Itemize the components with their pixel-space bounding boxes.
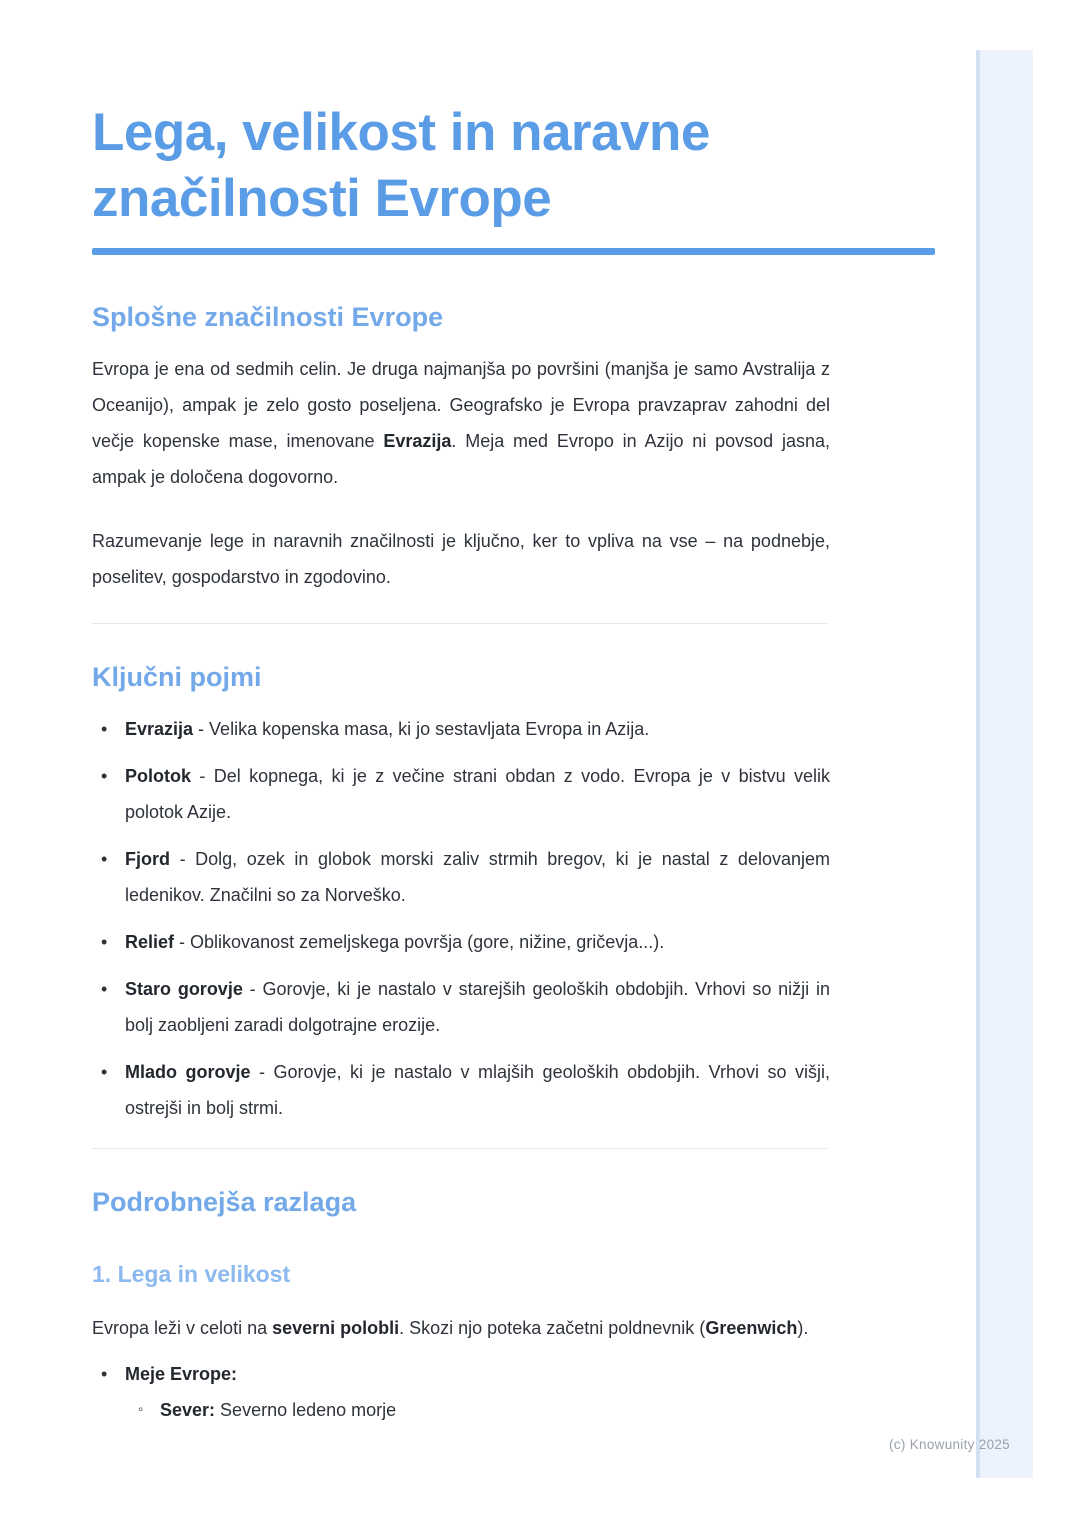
list-item (92, 841, 830, 913)
bullet-marker (101, 971, 107, 1007)
subsection-heading-lega: 1. Lega in velikost (92, 1261, 291, 1287)
section-heading-general: Splošne značilnosti Evrope (92, 302, 444, 332)
page-title (92, 100, 830, 232)
paragraph-text: Evropa je ena od sedmih celin. Je druga najmanjša po površini (manjša je samo Avstralija z Oceanijo), ampak je zelo gosto poseljena. Geografsko je Evropa pravzaprav zahodni del večje kopenske mase, imenovane (92, 359, 830, 451)
term-label: Fjord (125, 849, 170, 869)
page-edge-stripe (976, 50, 1033, 1478)
term-label: Evrazija (125, 719, 194, 739)
bold-term-evrazija: Evrazija (383, 431, 452, 451)
page-title-line1: Lega, velikost in naravne (92, 103, 710, 162)
term-label: Mlado gorovje (125, 1062, 251, 1082)
bullet-marker (101, 711, 107, 747)
term-separator: - (242, 979, 263, 999)
term-label: Polotok (125, 766, 191, 786)
list-item (92, 1356, 830, 1428)
paragraph-text: ). (797, 1318, 809, 1338)
term-label: Staro gorovje (125, 979, 243, 999)
list-item (92, 1054, 830, 1126)
sub-list-item (125, 1392, 830, 1428)
paragraph-lega (92, 1310, 830, 1346)
term-label: Meje Evrope: (125, 1364, 238, 1384)
paragraph-text: . Meja med Evropo in Azijo ni povsod jasna, ampak je določena dogovorno. (92, 431, 830, 487)
meje-list (92, 1356, 830, 1428)
bullet-marker (101, 1054, 107, 1090)
term-definition: Velika kopenska masa, ki jo sestavljata Evropa in Azija. (209, 719, 650, 739)
section-heading-key-terms: Ključni pojmi (92, 662, 262, 692)
bullet-marker (101, 1356, 107, 1392)
paragraph-general-2: Razumevanje lege in naravnih značilnosti je ključno, ker to vpliva na vse – na podnebje, poselitev, gospodarstvo in zgodovino. (92, 531, 830, 587)
term-separator: - (170, 849, 196, 869)
term-definition: Oblikovanost zemeljskega površja (gore, nižine, gričevja...). (190, 932, 665, 952)
paragraph-general-1 (92, 351, 830, 495)
bullet-marker (101, 924, 107, 960)
section-heading-detailed: Podrobnejša razlaga (92, 1187, 357, 1217)
term-definition: Del kopnega, ki je z večine strani obdan z vodo. Evropa je v bistvu velik polotok Azije. (125, 766, 830, 822)
term-label: Sever: (160, 1400, 216, 1420)
section-divider (92, 623, 827, 624)
paragraph-text: . Skozi njo poteka začetni poldnevnik ( (399, 1318, 706, 1338)
meje-sub-list (125, 1392, 830, 1428)
term-definition: Dolg, ozek in globok morski zaliv strmih bregov, ki je nastal z delovanjem ledenikov. Značilni so za Norveško. (125, 849, 830, 905)
document-body (92, 100, 830, 1428)
bullet-marker (101, 758, 107, 794)
bold-term-severni-polobli: severni polobli (272, 1318, 400, 1338)
copyright-watermark: (c) Knowunity 2025 (889, 1437, 1010, 1452)
bold-term-greenwich: Greenwich (705, 1318, 798, 1338)
term-definition: Severno ledeno morje (215, 1400, 397, 1420)
term-definition: Gorovje, ki je nastalo v mlajših geoloških obdobjih. Vrhovi so višji, ostrejši in bolj strmi. (125, 1062, 831, 1118)
bullet-marker (101, 841, 107, 877)
term-separator: - (250, 1062, 274, 1082)
key-terms-list (92, 711, 830, 1126)
section-divider (92, 1148, 827, 1149)
list-item (92, 711, 830, 747)
list-item (92, 971, 830, 1043)
page-title-line2: značilnosti Evrope (92, 169, 552, 228)
title-underline-rule (92, 248, 935, 255)
term-separator: - (191, 766, 214, 786)
term-label: Relief (125, 932, 175, 952)
list-item (92, 758, 830, 830)
list-item (92, 924, 830, 960)
term-separator: - (174, 932, 191, 952)
circle-bullet-marker (138, 1392, 143, 1428)
term-definition: Gorovje, ki je nastalo v starejših geoloških obdobjih. Vrhovi so nižji in bolj zaobljeni zaradi dolgotrajne erozije. (125, 979, 830, 1035)
paragraph-text: Evropa leži v celoti na (92, 1318, 273, 1338)
term-separator: - (193, 719, 210, 739)
